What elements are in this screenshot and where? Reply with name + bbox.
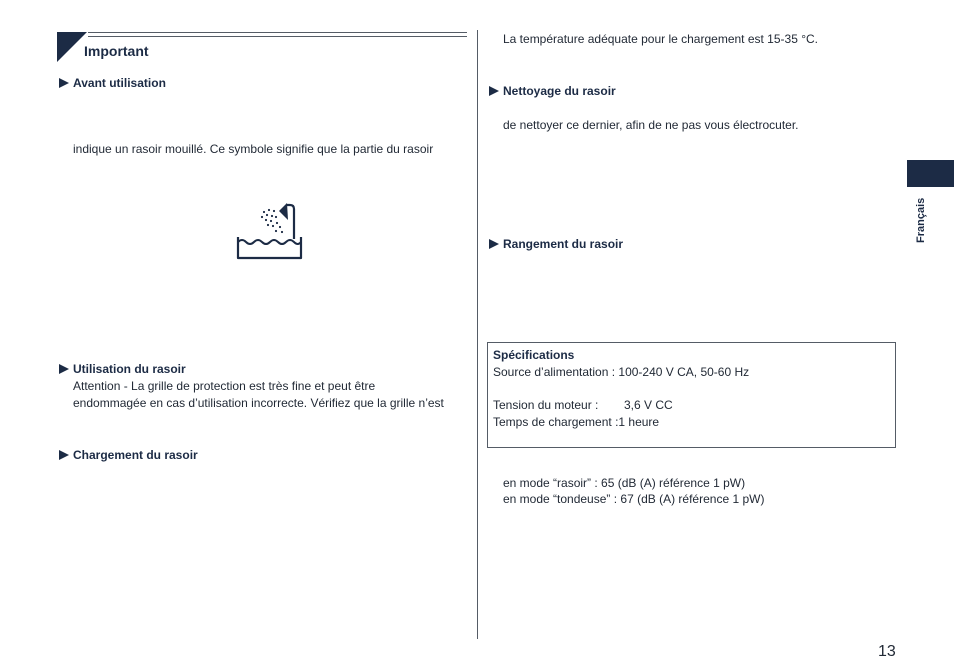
- noise-shaver-mode: en mode “rasoir” : 65 (dB (A) référence 1 pW): [503, 476, 746, 490]
- important-corner-mark: [57, 32, 87, 62]
- triangle-right-icon: [489, 239, 499, 249]
- section-utilisation-rasoir: [59, 362, 186, 376]
- language-tab: [907, 160, 954, 187]
- section-heading: Rangement du rasoir: [503, 237, 624, 251]
- section-chargement-rasoir: [59, 448, 198, 462]
- utilisation-line-1: Attention - La grille de protection est très fine et peut être: [73, 379, 376, 393]
- nettoyage-text: de nettoyer ce dernier, afin de ne pas vous électrocuter.: [503, 118, 799, 132]
- important-rule-top: [88, 32, 467, 33]
- spec-motor-label: Tension du moteur :: [493, 398, 599, 412]
- section-heading: Utilisation du rasoir: [73, 362, 186, 376]
- language-label: Français: [915, 197, 927, 243]
- noise-trimmer-mode: en mode “tondeuse” : 67 (dB (A) référence 1 pW): [503, 492, 765, 506]
- column-divider: [477, 30, 478, 639]
- specifications-title: Spécifications: [493, 348, 575, 362]
- triangle-right-icon: [59, 364, 69, 374]
- shower-bath-icon: [236, 203, 304, 263]
- section-avant-utilisation: [59, 76, 166, 90]
- section-heading: Chargement du rasoir: [73, 448, 198, 462]
- section-rangement-rasoir: [489, 237, 623, 251]
- page-number: 13: [878, 643, 896, 660]
- avant-text: indique un rasoir mouillé. Ce symbole signifie que la partie du rasoir: [73, 142, 434, 156]
- triangle-right-icon: [489, 86, 499, 96]
- spec-charge-time: Temps de chargement :1 heure: [493, 415, 660, 429]
- spec-motor-value: 3,6 V CC: [624, 398, 673, 412]
- triangle-right-icon: [59, 450, 69, 460]
- section-heading: Avant utilisation: [73, 76, 166, 90]
- triangle-right-icon: [59, 78, 69, 88]
- important-rule-bottom: [88, 36, 467, 37]
- spec-power-source: Source d’alimentation : 100-240 V CA, 50-60 Hz: [493, 365, 750, 379]
- temperature-text: La température adéquate pour le chargement est 15-35 °C.: [503, 32, 818, 46]
- important-title: Important: [84, 43, 149, 59]
- section-nettoyage-rasoir: [489, 84, 616, 98]
- utilisation-line-2: endommagée en cas d’utilisation incorrecte. Vérifiez que la grille n’est: [73, 396, 444, 410]
- section-heading: Nettoyage du rasoir: [503, 84, 616, 98]
